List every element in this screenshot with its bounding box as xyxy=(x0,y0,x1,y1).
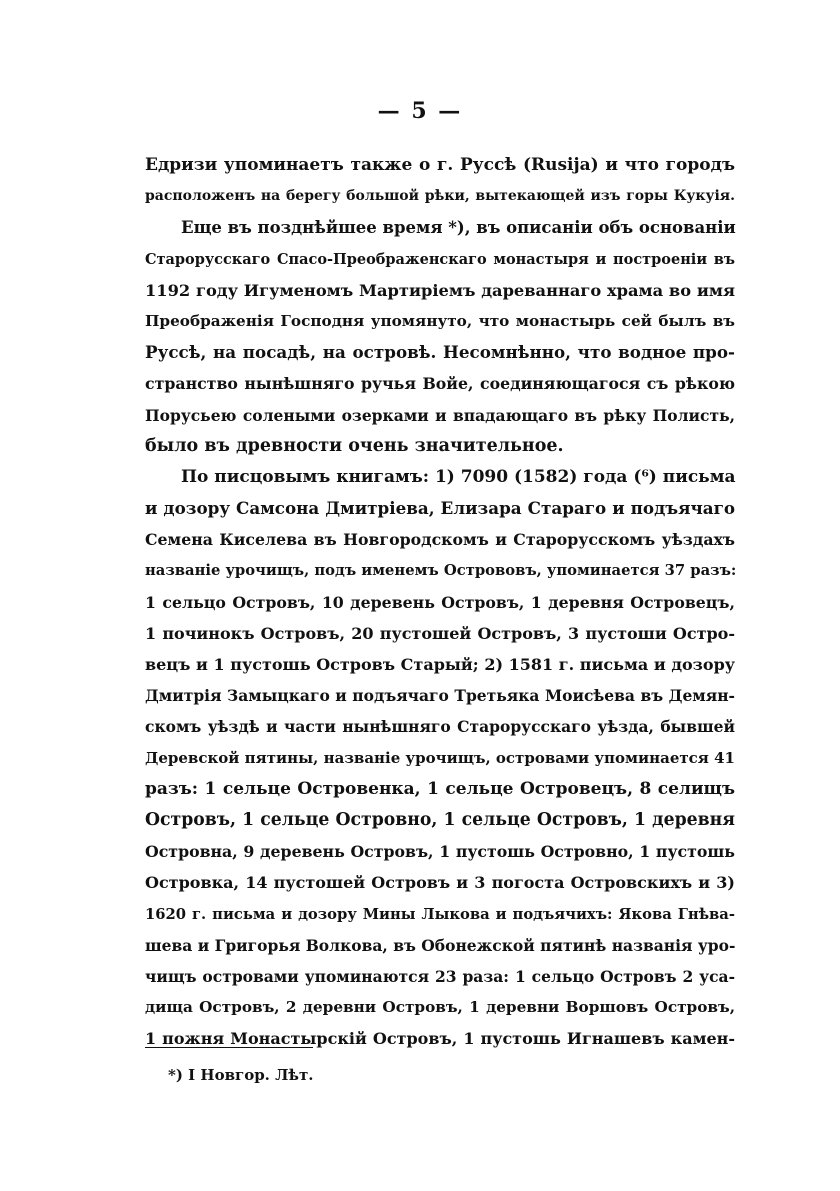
text-line: Островка, 14 пустошей Островъ и 3 погоста Островскихъ и 3) xyxy=(145,873,735,893)
text-line: разъ: 1 сельце Островенка, 1 сельце Островецъ, 8 селищъ xyxy=(145,778,735,799)
text-line: шева и Григорья Волкова, въ Обонежской пятинѣ названія уро- xyxy=(145,935,736,955)
text-line: скомъ уѣздѣ и части нынѣшняго Старорусскаго уѣзда, бывшей xyxy=(145,717,735,737)
text-line: Еще въ позднѣйшее время *), въ описаніи объ основаніи xyxy=(181,218,736,238)
text-line: расположенъ на берегу большой рѣки, вытекающей изъ горы Кукуія. xyxy=(145,188,735,205)
text-line: Островъ, 1 сельце Островно, 1 сельце Островъ, 1 деревня xyxy=(145,809,735,830)
text-line: Дмитрія Замыцкаго и подъячаго Третьяка Моисѣева въ Демян- xyxy=(145,686,735,706)
text-line: 1 пожня Монастырскій Островъ, 1 пустошь Игнашевъ камен- xyxy=(145,1029,735,1049)
text-line: странство нынѣшняго ручья Войе, соединяющагося съ рѣкою xyxy=(145,374,735,394)
text-line: Едризи упоминаетъ также о г. Руссѣ (Rusija) и что городъ xyxy=(145,155,735,175)
text-line: 1620 г. письма и дозору Мины Лыкова и подъячихъ: Якова Гнѣва- xyxy=(145,905,735,923)
text-line: 1192 году Игуменомъ Мартиріемъ дареваннаго храма во имя xyxy=(145,280,735,300)
text-line: 1 сельцо Островъ, 10 деревень Островъ, 1 деревня Островецъ, xyxy=(145,592,735,612)
text-line: 1 починокъ Островъ, 20 пустошей Островъ, 3 пустоши Остро- xyxy=(145,623,735,643)
text-line: Старорусскаго Спасо-Преображенскаго монастыря и построеніи въ xyxy=(145,250,735,268)
footnote-divider xyxy=(145,1047,313,1048)
text-line: По писцовымъ книгамъ: 1) 7090 (1582) года (⁶) письма xyxy=(181,466,736,487)
main-text xyxy=(145,150,735,1054)
text-line: дища Островъ, 2 деревни Островъ, 1 деревни Воршовъ Островъ, xyxy=(145,998,735,1017)
footnote: *) I Новгор. Лѣт. xyxy=(168,1066,314,1084)
text-line: вецъ и 1 пустошь Островъ Старый; 2) 1581 г. письма и дозору xyxy=(145,655,735,674)
text-line: Островна, 9 деревень Островъ, 1 пустошь Островно, 1 пустошь xyxy=(145,842,735,862)
text-line: Руссѣ, на посадѣ, на островѣ. Несомнѣнно, что водное про- xyxy=(145,342,735,363)
text-line: названіе урочищъ, подъ именемъ Острововъ, упоминается 37 разъ: xyxy=(145,562,737,580)
text-line-last: было въ древности очень значительное. xyxy=(145,435,564,456)
text-line: Семена Киселева въ Новгородскомъ и Старорусскомъ уѣздахъ xyxy=(145,530,735,550)
text-line: Порусьею солеными озерками и впадающаго въ рѣку Полисть, xyxy=(145,405,735,425)
text-line: Преображенія Господня упомянуто, что монастырь сей былъ въ xyxy=(145,311,735,330)
text-line: и дозору Самсона Дмитріева, Елизара Стараго и подъячаго xyxy=(145,498,735,519)
page-number: — 5 — xyxy=(377,98,463,124)
text-line: Деревской пятины, названіе урочищъ, островами упоминается 41 xyxy=(145,748,735,767)
text-line: чищъ островами упоминаются 23 раза: 1 сельцо Островъ 2 уса- xyxy=(145,966,735,986)
